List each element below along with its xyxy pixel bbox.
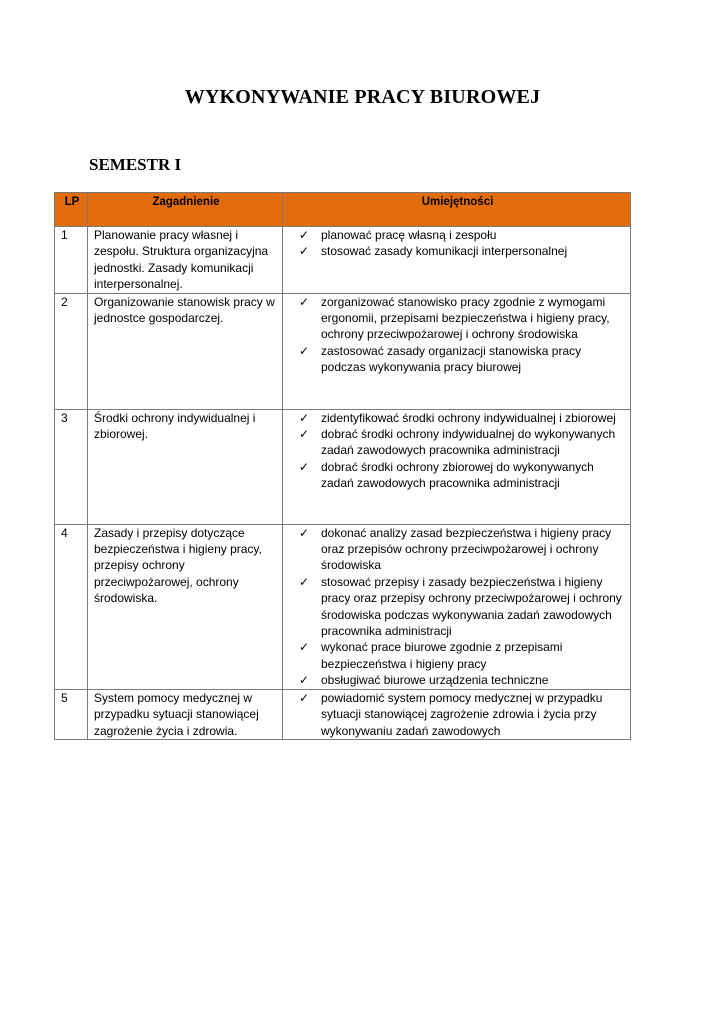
table-row: [55, 227, 631, 294]
checkmark-icon: ✓: [299, 673, 310, 688]
row-skills: [283, 689, 631, 739]
checkmark-icon: ✓: [299, 427, 310, 442]
row-topic: System pomocy medycznej w przypadku sytuacji stanowiącej zagrożenie życia i zdrowia.: [88, 689, 283, 739]
header-skills: Umiejętności: [283, 193, 631, 227]
skill-item: ✓ zidentyfikować środki ochrony indywidualnej i zbiorowej: [299, 410, 616, 425]
row-number: 4: [55, 524, 88, 689]
skill-item: ✓ zorganizować stanowisko pracy zgodnie z wymogami ergonomii, przepisami bezpieczeństwa i higieny pracy, ochrony przeciwpożarowej i ochrony środowiska: [299, 294, 610, 342]
skill-item: ✓ dokonać analizy zasad bezpieczeństwa i higieny pracy oraz przepisów ochrony przeciwpożarowej i ochrony środowiska: [299, 525, 612, 573]
checkmark-icon: ✓: [299, 690, 310, 705]
table-row: [55, 524, 631, 689]
row-skills: [283, 293, 631, 409]
row-skills: [283, 227, 631, 294]
document-title: WYKONYWANIE PRACY BIUROWEJ: [184, 86, 541, 108]
checkmark-icon: ✓: [299, 459, 310, 474]
checkmark-icon: ✓: [299, 228, 310, 242]
skill-item: ✓ dobrać środki ochrony indywidualnej do wykonywanych zadań zawodowych pracownika administracji: [299, 427, 616, 458]
row-number: 1: [55, 227, 88, 294]
table-header-row: [55, 193, 631, 227]
skill-item: ✓ wykonać prace biurowe zgodnie z przepisami bezpieczeństwa i higieny pracy: [299, 640, 563, 671]
row-skills: [283, 409, 631, 524]
header-lp: LP: [55, 193, 88, 227]
row-topic: Planowanie pracy własnej i zespołu. Struktura organizacyjna jednostki. Zasady komunikacji interpersonalnej.: [88, 227, 283, 294]
header-topic: Zagadnienie: [88, 193, 283, 227]
checkmark-icon: ✓: [299, 574, 310, 589]
skill-item: ✓ powiadomić system pomocy medycznej w przypadku sytuacji stanowiącej zagrożenie zdrowia i życia przy wykonywaniu zadań zawodowych: [299, 690, 603, 738]
row-number: 3: [55, 409, 88, 524]
row-skills: [283, 524, 631, 689]
checkmark-icon: ✓: [299, 244, 310, 259]
skill-item: ✓ stosować przepisy i zasady bezpieczeństwa i higieny pracy oraz przepisy ochrony przeciwpożarowej i ochrony środowiska podczas wykonywania zadań zawodowych pracownika administracji: [299, 574, 622, 639]
semester-heading: SEMESTR I: [89, 155, 182, 174]
skill-item: ✓ zastosować zasady organizacji stanowiska pracy podczas wykonywania pracy biurowej: [299, 343, 582, 375]
skill-item: ✓ obsługiwać biurowe urządzenia techniczne: [299, 673, 549, 688]
row-number: 2: [55, 293, 88, 409]
row-topic: Środki ochrony indywidualnej i zbiorowej.: [88, 409, 283, 524]
table-row: [55, 293, 631, 409]
checkmark-icon: ✓: [299, 343, 310, 358]
checkmark-icon: ✓: [299, 294, 310, 309]
row-number: 5: [55, 689, 88, 739]
skill-item: ✓ planować pracę własną i zespołu: [299, 228, 497, 242]
skill-item: ✓ dobrać środki ochrony zbiorowej do wykonywanych zadań zawodowych pracownika administracji: [299, 459, 594, 491]
checkmark-icon: ✓: [299, 640, 310, 655]
checkmark-icon: ✓: [299, 410, 310, 425]
curriculum-table: [54, 192, 631, 740]
table-row: [55, 689, 631, 739]
skill-item: ✓ stosować zasady komunikacji interpersonalnej: [299, 244, 568, 259]
checkmark-icon: ✓: [299, 525, 310, 540]
row-topic: Zasady i przepisy dotyczące bezpieczeństwa i higieny pracy, przepisy ochrony przeciwpożarowej, ochrony środowiska.: [88, 524, 283, 689]
table-row: [55, 409, 631, 524]
row-topic: Organizowanie stanowisk pracy w jednostce gospodarczej.: [88, 293, 283, 409]
